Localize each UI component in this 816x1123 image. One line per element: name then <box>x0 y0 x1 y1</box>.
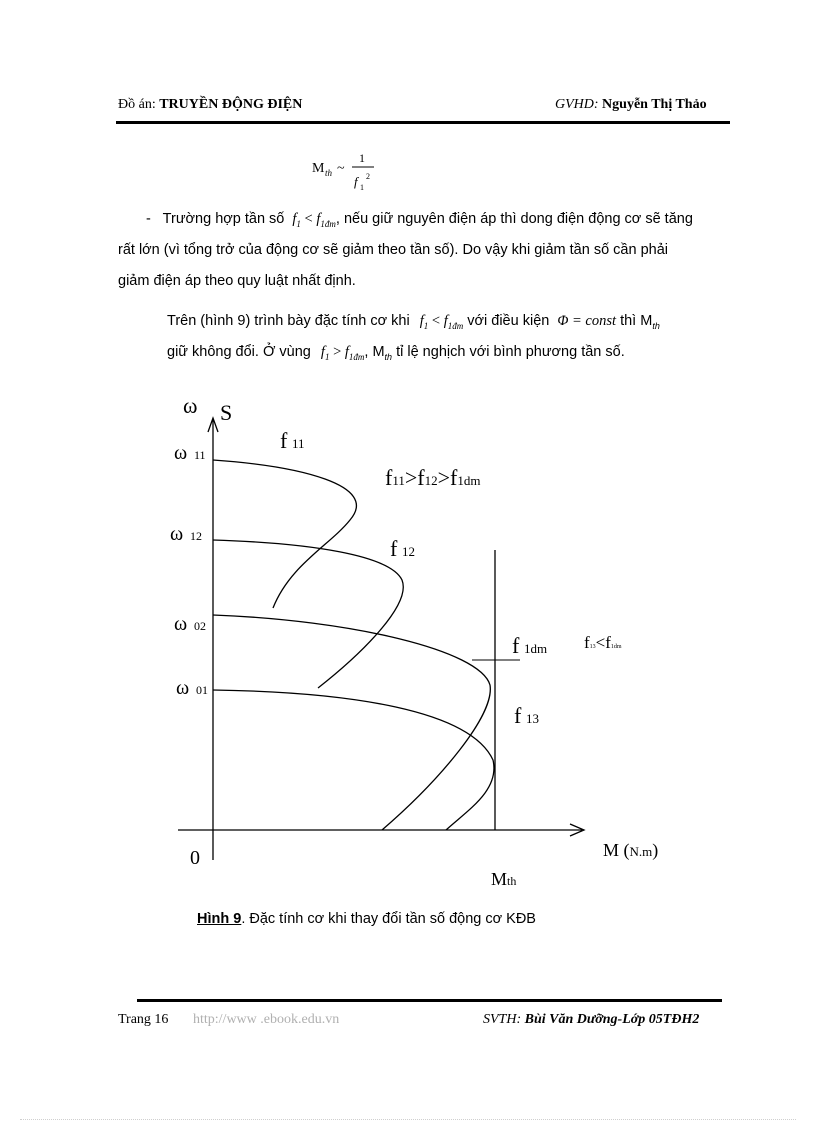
relation-a-sub1: 11 <box>392 473 405 488</box>
formula-lhs-sub: th <box>325 168 333 178</box>
f11-label: f <box>280 428 288 453</box>
relation-b-lt: <f <box>595 633 611 652</box>
y-axis-omega-label: ω <box>183 393 198 418</box>
omega12-label: ω <box>170 523 184 545</box>
cond2-f2: f <box>344 344 349 360</box>
caption-label: Hình 9 <box>197 911 242 927</box>
f11-sub: 11 <box>292 436 305 451</box>
advisor-name: Nguyễn Thị Thảo <box>602 97 707 112</box>
f1dm-label: f <box>512 633 520 658</box>
paragraph1-line1 <box>146 209 693 234</box>
relation-b-sub1: 13 <box>589 644 596 650</box>
relation-b-sub2: 1dm <box>610 644 622 650</box>
paragraph2-text-c-sub: th <box>652 320 660 331</box>
paragraph2-text-c: thì M <box>620 313 653 329</box>
paragraph1-text-b: , nếu giữ nguyên điện áp thì dong điện động cơ sẽ tăng <box>335 211 693 227</box>
curves <box>213 460 494 830</box>
paragraph2-text-a: Trên (hình 9) trình bày đặc tính cơ khi <box>167 313 410 329</box>
cond1-sub: 1 <box>423 320 429 331</box>
relation-a-gt1: >f <box>404 465 425 490</box>
curve-f12 <box>213 540 403 688</box>
student-label: SVTH: <box>483 1012 522 1027</box>
relation-b-f: f <box>584 633 590 652</box>
f12-label: f <box>390 536 398 561</box>
cond2-sub: 1 <box>324 351 330 362</box>
axes <box>178 418 584 860</box>
paragraph1-text-a: Trường hợp tần số <box>162 211 285 227</box>
header-title: TRUYỀN ĐỘNG ĐIỆN <box>159 97 303 112</box>
cond1-f: f <box>419 313 424 329</box>
relation-b <box>584 633 622 652</box>
x-axis-close: ) <box>652 840 659 860</box>
footer-page: Trang 16 <box>118 1012 169 1027</box>
relation-a <box>385 465 480 490</box>
x-axis-label <box>603 840 658 861</box>
page-bottom-border <box>20 1119 796 1120</box>
student-name: Bùi Văn Dưỡng-Lớp 05TĐH2 <box>524 1012 700 1027</box>
footer-student <box>483 1012 699 1028</box>
omega12-sub: 12 <box>190 529 202 543</box>
curve-f1dm <box>213 615 490 830</box>
f13-label: f <box>514 703 522 728</box>
f12-sub: 12 <box>402 544 415 559</box>
cond-sub: 1 <box>296 218 301 229</box>
paragraph2-phi: Φ = const <box>557 313 617 329</box>
cond1-sub2: 1đm <box>447 320 464 331</box>
f1dm-sub: 1dm <box>524 641 548 656</box>
formula-mth <box>312 150 412 200</box>
caption-text: . Đặc tính cơ khi thay đổi tần số động cơ KĐB <box>241 911 536 927</box>
figure-caption <box>197 911 536 927</box>
header-rule <box>116 121 730 124</box>
cond-op: < <box>304 211 313 227</box>
paragraph1-line3: giảm điện áp theo quy luật nhất định. <box>118 273 356 289</box>
cond-f2: f <box>316 211 321 227</box>
paragraph2-line2-b-sub: th <box>384 351 393 362</box>
paragraph1-bullet: - <box>146 211 151 227</box>
x-axis-unit: N.m <box>629 844 653 859</box>
figure-9-diagram <box>150 380 710 900</box>
curve-f11 <box>213 460 356 608</box>
y-axis-s-label: S <box>220 400 233 425</box>
omega11-label: ω <box>174 442 188 464</box>
mth-label: M <box>491 869 508 889</box>
omega11-sub: 11 <box>194 448 206 462</box>
paragraph2-line2-c: tỉ lệ nghịch với bình phương tần số. <box>396 344 625 360</box>
paragraph2-line2 <box>167 342 625 367</box>
relation-a-gt2: >f <box>437 465 458 490</box>
paragraph2-line2-b: , M <box>364 344 385 360</box>
x-axis-label-text: M ( <box>603 840 630 860</box>
paragraph2-line1 <box>167 311 660 336</box>
advisor-label: GVHD: <box>555 97 599 112</box>
formula-denominator: f <box>354 174 358 189</box>
omega02-sub: 02 <box>194 619 206 633</box>
footer-rule <box>137 999 722 1002</box>
paragraph1-line2: rất lớn (vì tổng trở của động cơ sẽ giảm theo tần số). Do vậy khi giảm tần số cần phải <box>118 242 668 258</box>
omega01-sub: 01 <box>196 683 208 697</box>
paragraph1-condition <box>292 211 336 227</box>
cond2-f: f <box>320 344 325 360</box>
omega01-label: ω <box>176 677 190 699</box>
formula-denominator-sub: 1 <box>360 183 364 192</box>
cond-sub2: 1đm <box>320 218 336 229</box>
cond2-op: > <box>333 344 342 360</box>
paragraph2-text-b: với điều kiện <box>467 313 550 329</box>
formula-numerator: 1 <box>359 151 365 165</box>
f13-sub: 13 <box>526 711 539 726</box>
cond-f: f <box>292 211 297 227</box>
cond2-sub2: 1đm <box>348 351 365 362</box>
cond1-f2: f <box>443 313 448 329</box>
origin-label: 0 <box>190 847 200 869</box>
footer-url[interactable]: http://www .ebook.edu.vn <box>193 1012 340 1027</box>
formula-relation: ~ <box>337 161 345 176</box>
paragraph2-condition2 <box>321 344 365 360</box>
relation-a-sub2: 12 <box>424 473 438 488</box>
paragraph2-condition1 <box>420 313 464 329</box>
formula-denominator-exp: 2 <box>366 172 370 181</box>
relation-a-sub3: 1dm <box>457 473 481 488</box>
relation-a-f: f <box>385 465 393 490</box>
paragraph2-line2-a: giữ không đổi. Ở vùng <box>167 344 311 360</box>
header-label: Đồ án: <box>118 97 156 112</box>
omega02-label: ω <box>174 613 188 635</box>
header-right <box>555 97 707 113</box>
header-left <box>118 97 302 113</box>
mth-sub: th <box>507 874 517 888</box>
formula-lhs: M <box>312 161 325 176</box>
cond1-op: < <box>431 313 441 329</box>
